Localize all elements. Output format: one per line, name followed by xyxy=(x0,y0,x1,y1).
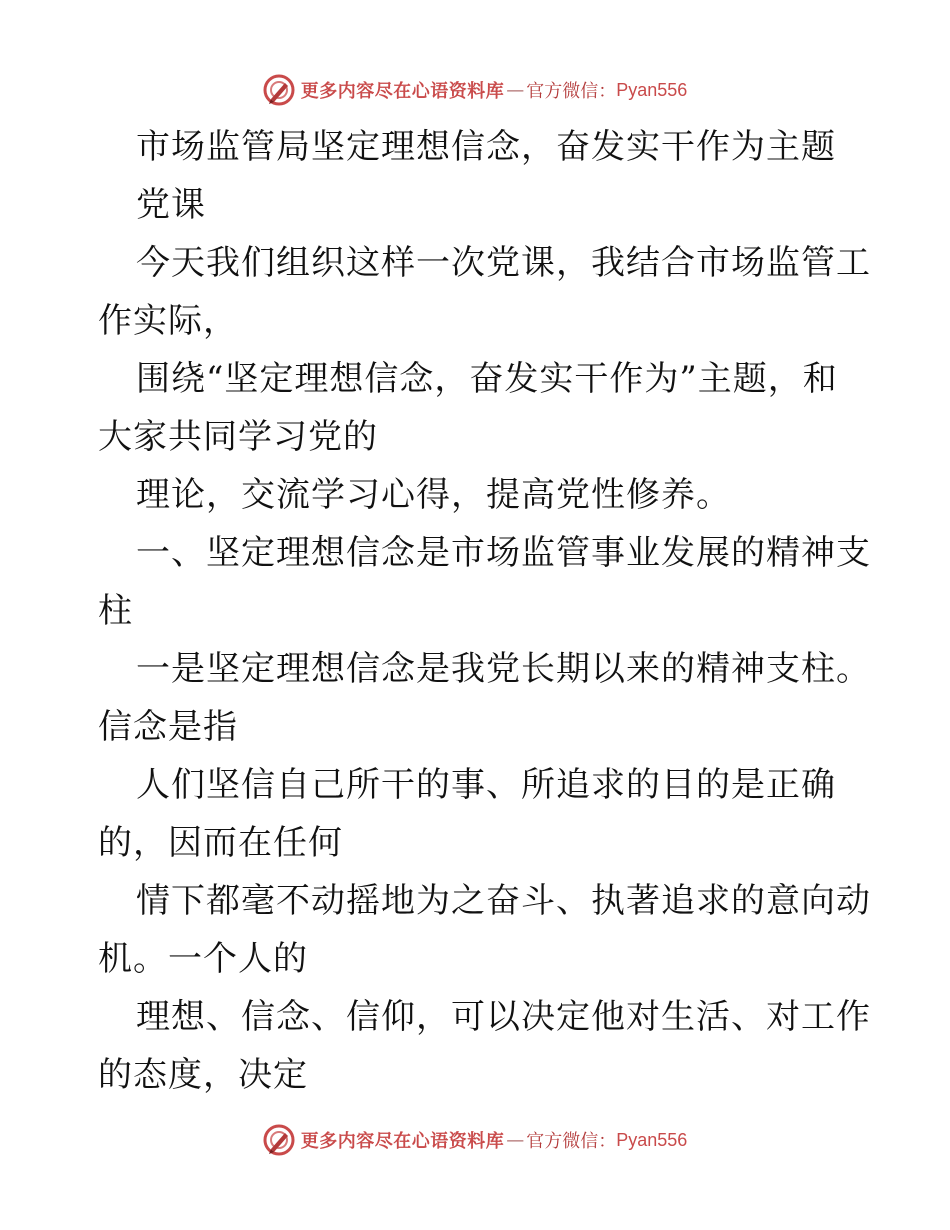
watermark-wechat-id: Pyan556 xyxy=(616,1129,688,1150)
pen-logo-icon xyxy=(263,1124,295,1156)
text-line: 党课 xyxy=(136,185,206,225)
text-line: 一是坚定理想信念是我党长期以来的精神支柱。 xyxy=(136,649,871,689)
text-line: 的，因而在任何 xyxy=(98,823,343,863)
text-line: 作实际， xyxy=(98,301,238,341)
watermark-site-text: 更多内容尽在心语资料库 xyxy=(300,81,505,102)
watermark-site-text: 更多内容尽在心语资料库 xyxy=(300,1131,505,1152)
document-body xyxy=(98,118,871,1104)
footer-watermark xyxy=(0,1120,950,1160)
text-line: 信念是指 xyxy=(98,707,238,747)
pen-logo-icon xyxy=(263,74,295,106)
text-line: 理想、信念、信仰，可以决定他对生活、对工作 xyxy=(136,997,871,1037)
text-line: 围绕“坚定理想信念，奋发实干作为”主题，和 xyxy=(136,359,838,399)
watermark-wechat-label: 官方微信： xyxy=(526,81,617,102)
watermark-separator: — xyxy=(506,79,525,101)
text-line: 一、坚定理想信念是市场监管事业发展的精神支 xyxy=(136,533,871,573)
text-line: 市场监管局坚定理想信念，奋发实干作为主题 xyxy=(136,127,836,167)
text-line: 人们坚信自己所干的事、所追求的目的是正确 xyxy=(136,765,836,805)
text-line: 柱 xyxy=(98,591,133,631)
header-watermark xyxy=(0,70,950,110)
text-line: 大家共同学习党的 xyxy=(98,417,378,457)
text-line: 情下都毫不动摇地为之奋斗、执著追求的意向动 xyxy=(136,881,871,921)
watermark-wechat-id: Pyan556 xyxy=(616,79,688,100)
text-line: 今天我们组织这样一次党课，我结合市场监管工 xyxy=(136,243,871,283)
text-line: 的态度，决定 xyxy=(98,1055,308,1095)
watermark-wechat-label: 官方微信： xyxy=(526,1131,617,1152)
watermark-separator: — xyxy=(506,1129,525,1151)
text-line: 机。一个人的 xyxy=(98,939,308,979)
text-line: 理论，交流学习心得，提高党性修养。 xyxy=(136,475,731,515)
